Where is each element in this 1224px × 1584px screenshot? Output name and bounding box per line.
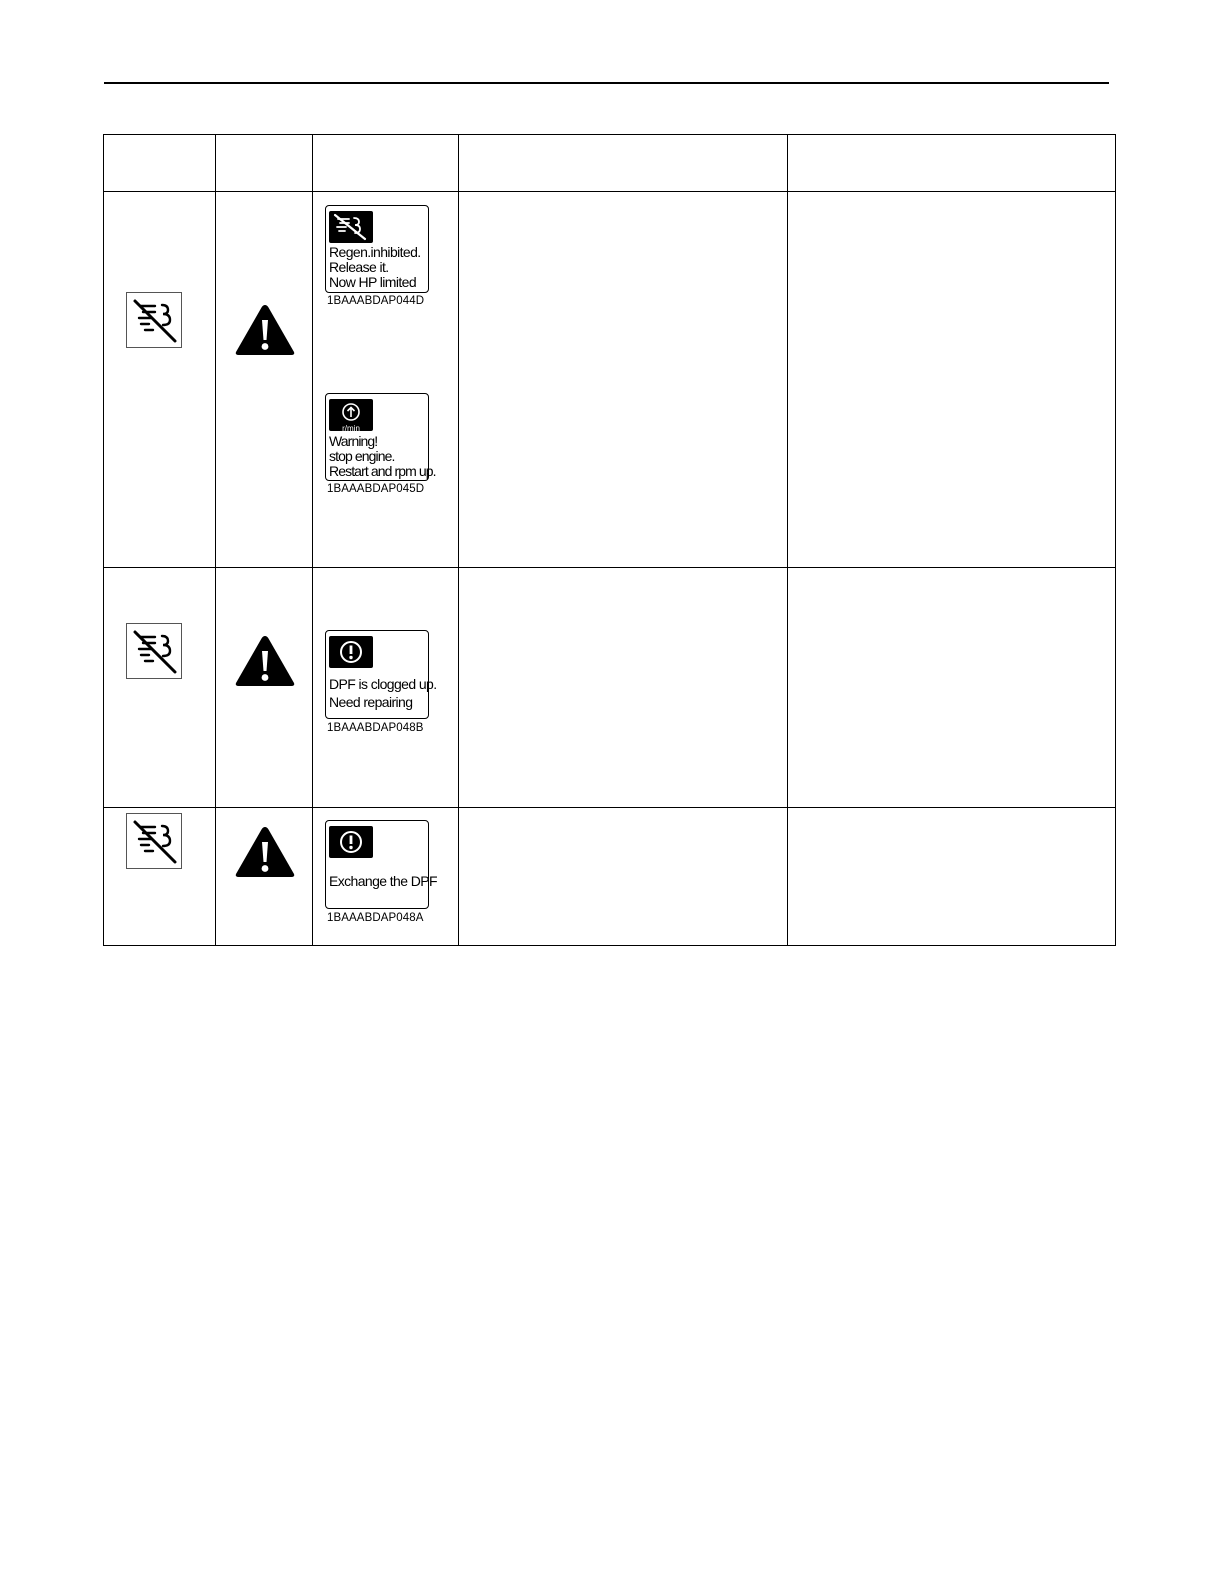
severity-cell (216, 808, 313, 946)
action-cell (788, 192, 1116, 568)
display-message-text: Regen.inhibited. Release it. Now HP limited (329, 244, 421, 290)
display-message-box (325, 820, 437, 909)
figure-code: 1BAAABDAP045D (327, 483, 425, 495)
display-message-text: DPF is clogged up. Need repairing (329, 676, 437, 710)
warning-message-table (103, 134, 1116, 946)
table-header-row (104, 135, 1116, 192)
engine-alert-icon (329, 826, 373, 858)
header-cell-4 (459, 135, 788, 192)
warning-triangle-icon (234, 633, 296, 689)
rpm-unit-label: r/min (342, 424, 360, 433)
figure-code: 1BAAABDAP048B (327, 722, 424, 734)
indicator-cell (104, 568, 216, 808)
indicator-cell (104, 192, 216, 568)
warning-triangle-icon (234, 824, 296, 880)
table-row (104, 568, 1116, 808)
display-message-box (325, 205, 429, 293)
header-cell-1 (104, 135, 216, 192)
description-cell (459, 568, 788, 808)
figure-code: 1BAAABDAP048A (327, 912, 424, 924)
dpf-regen-icon (329, 211, 373, 243)
action-cell (788, 808, 1116, 946)
display-message-text: Exchange the DPF (329, 873, 437, 889)
dpf-regen-inhibit-icon (126, 292, 182, 348)
message-cell (313, 192, 459, 568)
figure-code: 1BAAABDAP044D (327, 295, 425, 307)
header-cell-2 (216, 135, 313, 192)
warning-triangle-icon (234, 302, 296, 358)
severity-cell (216, 192, 313, 568)
description-cell (459, 192, 788, 568)
message-cell (313, 808, 459, 946)
display-message-box (325, 393, 436, 481)
dpf-regen-inhibit-icon (126, 623, 182, 679)
dpf-regen-inhibit-icon (126, 813, 182, 869)
rpm-up-icon (329, 399, 373, 431)
message-cell (313, 568, 459, 808)
display-message-box (325, 630, 437, 719)
display-message-text: Warning! stop engine. Restart and rpm up. (329, 433, 436, 479)
header-cell-5 (788, 135, 1116, 192)
table-row (104, 808, 1116, 946)
severity-cell (216, 568, 313, 808)
engine-alert-icon (329, 636, 373, 668)
action-cell (788, 568, 1116, 808)
indicator-cell (104, 808, 216, 946)
description-cell (459, 808, 788, 946)
header-rule (104, 82, 1109, 84)
table-row (104, 192, 1116, 568)
header-cell-3 (313, 135, 459, 192)
